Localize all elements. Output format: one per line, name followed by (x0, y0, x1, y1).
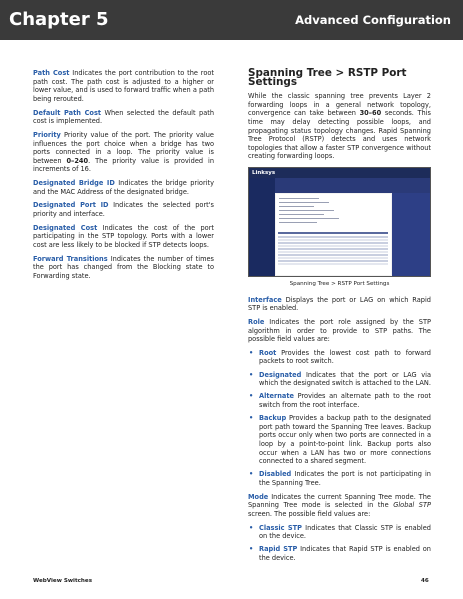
designated-bridge-id-paragraph (33, 179, 214, 196)
list-item (248, 414, 431, 466)
bullet-icon: • (249, 414, 254, 423)
footer-product: WebView Switches (33, 578, 93, 584)
screenshot-table-row (278, 236, 388, 238)
screenshot-table-row (278, 242, 388, 244)
screenshot-field-line (279, 214, 324, 216)
chapter-header-bar (0, 0, 463, 40)
default-path-cost-paragraph (33, 109, 214, 126)
screenshot-field-line (279, 202, 329, 204)
role-text: Indicates the port role assigned by the STP algorithm in order to provide to STP paths. The possible field values are: (248, 317, 431, 344)
screenshot-table-row (278, 257, 388, 259)
priority-term: Priority (33, 130, 61, 139)
rstp-intro-before: While the classic spanning tree prevents Layer 2 forwarding loops in a general network topology, convergence can take between (248, 92, 431, 118)
rstp-intro-paragraph (248, 92, 431, 161)
default-path-cost-text: When selected the default path cost is implemented. (33, 108, 214, 126)
alternate-text: Provides an alternate path to the root switch from the root interface. (259, 392, 431, 410)
forward-transitions-text: Indicates the number of times the port has changed from the Blocking state to Forwarding state. (33, 254, 214, 280)
screenshot-field-line (279, 206, 314, 208)
screenshot-caption: Spanning Tree > RSTP Port Settings (289, 280, 390, 287)
role-values-list (248, 349, 431, 488)
priority-text-after: . The priority value is provided in increments of 16. (33, 156, 214, 174)
designated-cost-term: Designated Cost (33, 223, 98, 232)
rstp-section-heading: Spanning Tree > RSTP Port Settings (248, 67, 407, 88)
mode-paragraph (248, 493, 431, 519)
designated-bridge-id-text: Indicates the bridge priority and the MAC Address of the designated bridge. (33, 179, 214, 196)
designated-port-id-paragraph (33, 201, 214, 218)
rstp-intro-range: 30–60 (359, 109, 382, 118)
screenshot-field-line (279, 198, 319, 200)
screenshot-field-line (279, 218, 339, 220)
rstp-port-settings-screenshot (248, 167, 431, 277)
path-cost-paragraph (33, 69, 214, 103)
classic-stp-text: Indicates that Classic STP is enabled on the device. (259, 523, 431, 541)
screenshot-table-header (278, 232, 388, 234)
screenshot-field-line (279, 222, 317, 224)
list-item (248, 524, 431, 541)
disabled-term: Disabled (259, 470, 292, 479)
section-title: Advanced Configuration (295, 13, 451, 27)
mode-values-list (248, 524, 431, 563)
root-term: Root (259, 348, 277, 357)
mode-text-before: Indicates the current Spanning Tree mode. The Spanning Tree mode is selected in the (248, 492, 431, 510)
rapid-stp-term: Rapid STP (259, 545, 298, 554)
priority-paragraph (33, 131, 214, 174)
priority-range: 0–240 (66, 156, 89, 165)
role-paragraph (248, 318, 431, 344)
screenshot-table-row (278, 251, 388, 253)
screenshot-table-row (278, 248, 388, 250)
rapid-stp-text: Indicates that Rapid STP is enabled on the device. (259, 545, 431, 562)
role-term: Role (248, 317, 265, 326)
designated-bridge-id-term: Designated Bridge ID (33, 179, 115, 188)
footer-page-number: 46 (421, 578, 429, 584)
left-column (33, 69, 214, 286)
bullet-icon: • (249, 370, 254, 379)
bullet-icon: • (249, 392, 254, 401)
mode-term: Mode (248, 492, 269, 501)
designated-text: Indicates that the port or LAG via which the designated switch is attached to the LAN. (259, 370, 431, 388)
screenshot-help-panel (392, 193, 430, 276)
forward-transitions-term: Forward Transitions (33, 254, 108, 263)
backup-text: Provides a backup path to the designated port path toward the Spanning Tree leaves. Backup ports occur only when two ports are connected in a loop by a point-to-point link. Backup ports also occur when a LAN has two or more connections connected to a shared segment. (259, 414, 431, 466)
list-item (248, 545, 431, 562)
interface-term: Interface (248, 295, 282, 304)
designated-cost-text: Indicates the cost of the port participating in the STP topology. Ports with a lower cost are less likely to be blocked if STP detects loops. (33, 223, 214, 250)
bullet-icon: • (249, 470, 254, 479)
screenshot-top-bar (249, 168, 430, 178)
disabled-text: Indicates the port is not participating in the Spanning Tree. (259, 470, 431, 487)
bullet-icon: • (249, 545, 254, 554)
list-item (248, 371, 431, 388)
screenshot-table-row (278, 260, 388, 262)
right-column (248, 69, 431, 568)
screenshot-logo: Linksys (252, 169, 276, 176)
screenshot-table-row (278, 245, 388, 247)
screenshot-table-row (278, 239, 388, 241)
interface-paragraph (248, 296, 431, 313)
root-text: Provides the lowest cost path to forward packets to root switch. (259, 348, 431, 366)
path-cost-term: Path Cost (33, 69, 70, 77)
default-path-cost-term: Default Path Cost (33, 108, 102, 117)
priority-text-before: Priority value of the port. The priority value influences the port choice when a bridge has two ports connected in a loop. The priority value is between (33, 130, 214, 165)
forward-transitions-paragraph (33, 255, 214, 281)
screenshot-table-row (278, 263, 388, 265)
path-cost-text: Indicates the port contribution to the root path cost. The path cost is adjusted to a higher or lower value, and is used to forward traffic when a path being rerouted. (33, 69, 214, 103)
rstp-intro-after: seconds. This time may delay detecting possible loops, and propagating status topology changes. Rapid Spanning Tree Protocol (RSTP) detects and uses network topologies that allow a faster STP convergence without creating forwarding loops. (248, 109, 431, 161)
interface-text: Displays the port or LAG on which Rapid STP is enabled. (248, 295, 431, 313)
classic-stp-term: Classic STP (259, 523, 302, 532)
screenshot-nav-bar (249, 178, 430, 193)
designated-term: Designated (259, 370, 302, 379)
designated-port-id-term: Designated Port ID (33, 201, 109, 210)
screenshot-field-line (279, 210, 334, 212)
list-item (248, 470, 431, 487)
mode-italic: Global STP (393, 501, 431, 510)
alternate-term: Alternate (259, 392, 295, 401)
backup-term: Backup (259, 414, 287, 423)
chapter-label: Chapter 5 (9, 9, 109, 30)
bullet-icon: • (249, 523, 254, 532)
list-item (248, 392, 431, 409)
mode-text-after: screen. The possible field values are: (248, 509, 371, 518)
bullet-icon: • (249, 348, 254, 357)
screenshot-table-row (278, 254, 388, 256)
designated-port-id-text: Indicates the selected port's priority and interface. (33, 201, 214, 219)
list-item (248, 349, 431, 366)
screenshot-left-panel (249, 178, 275, 276)
designated-cost-paragraph (33, 224, 214, 250)
